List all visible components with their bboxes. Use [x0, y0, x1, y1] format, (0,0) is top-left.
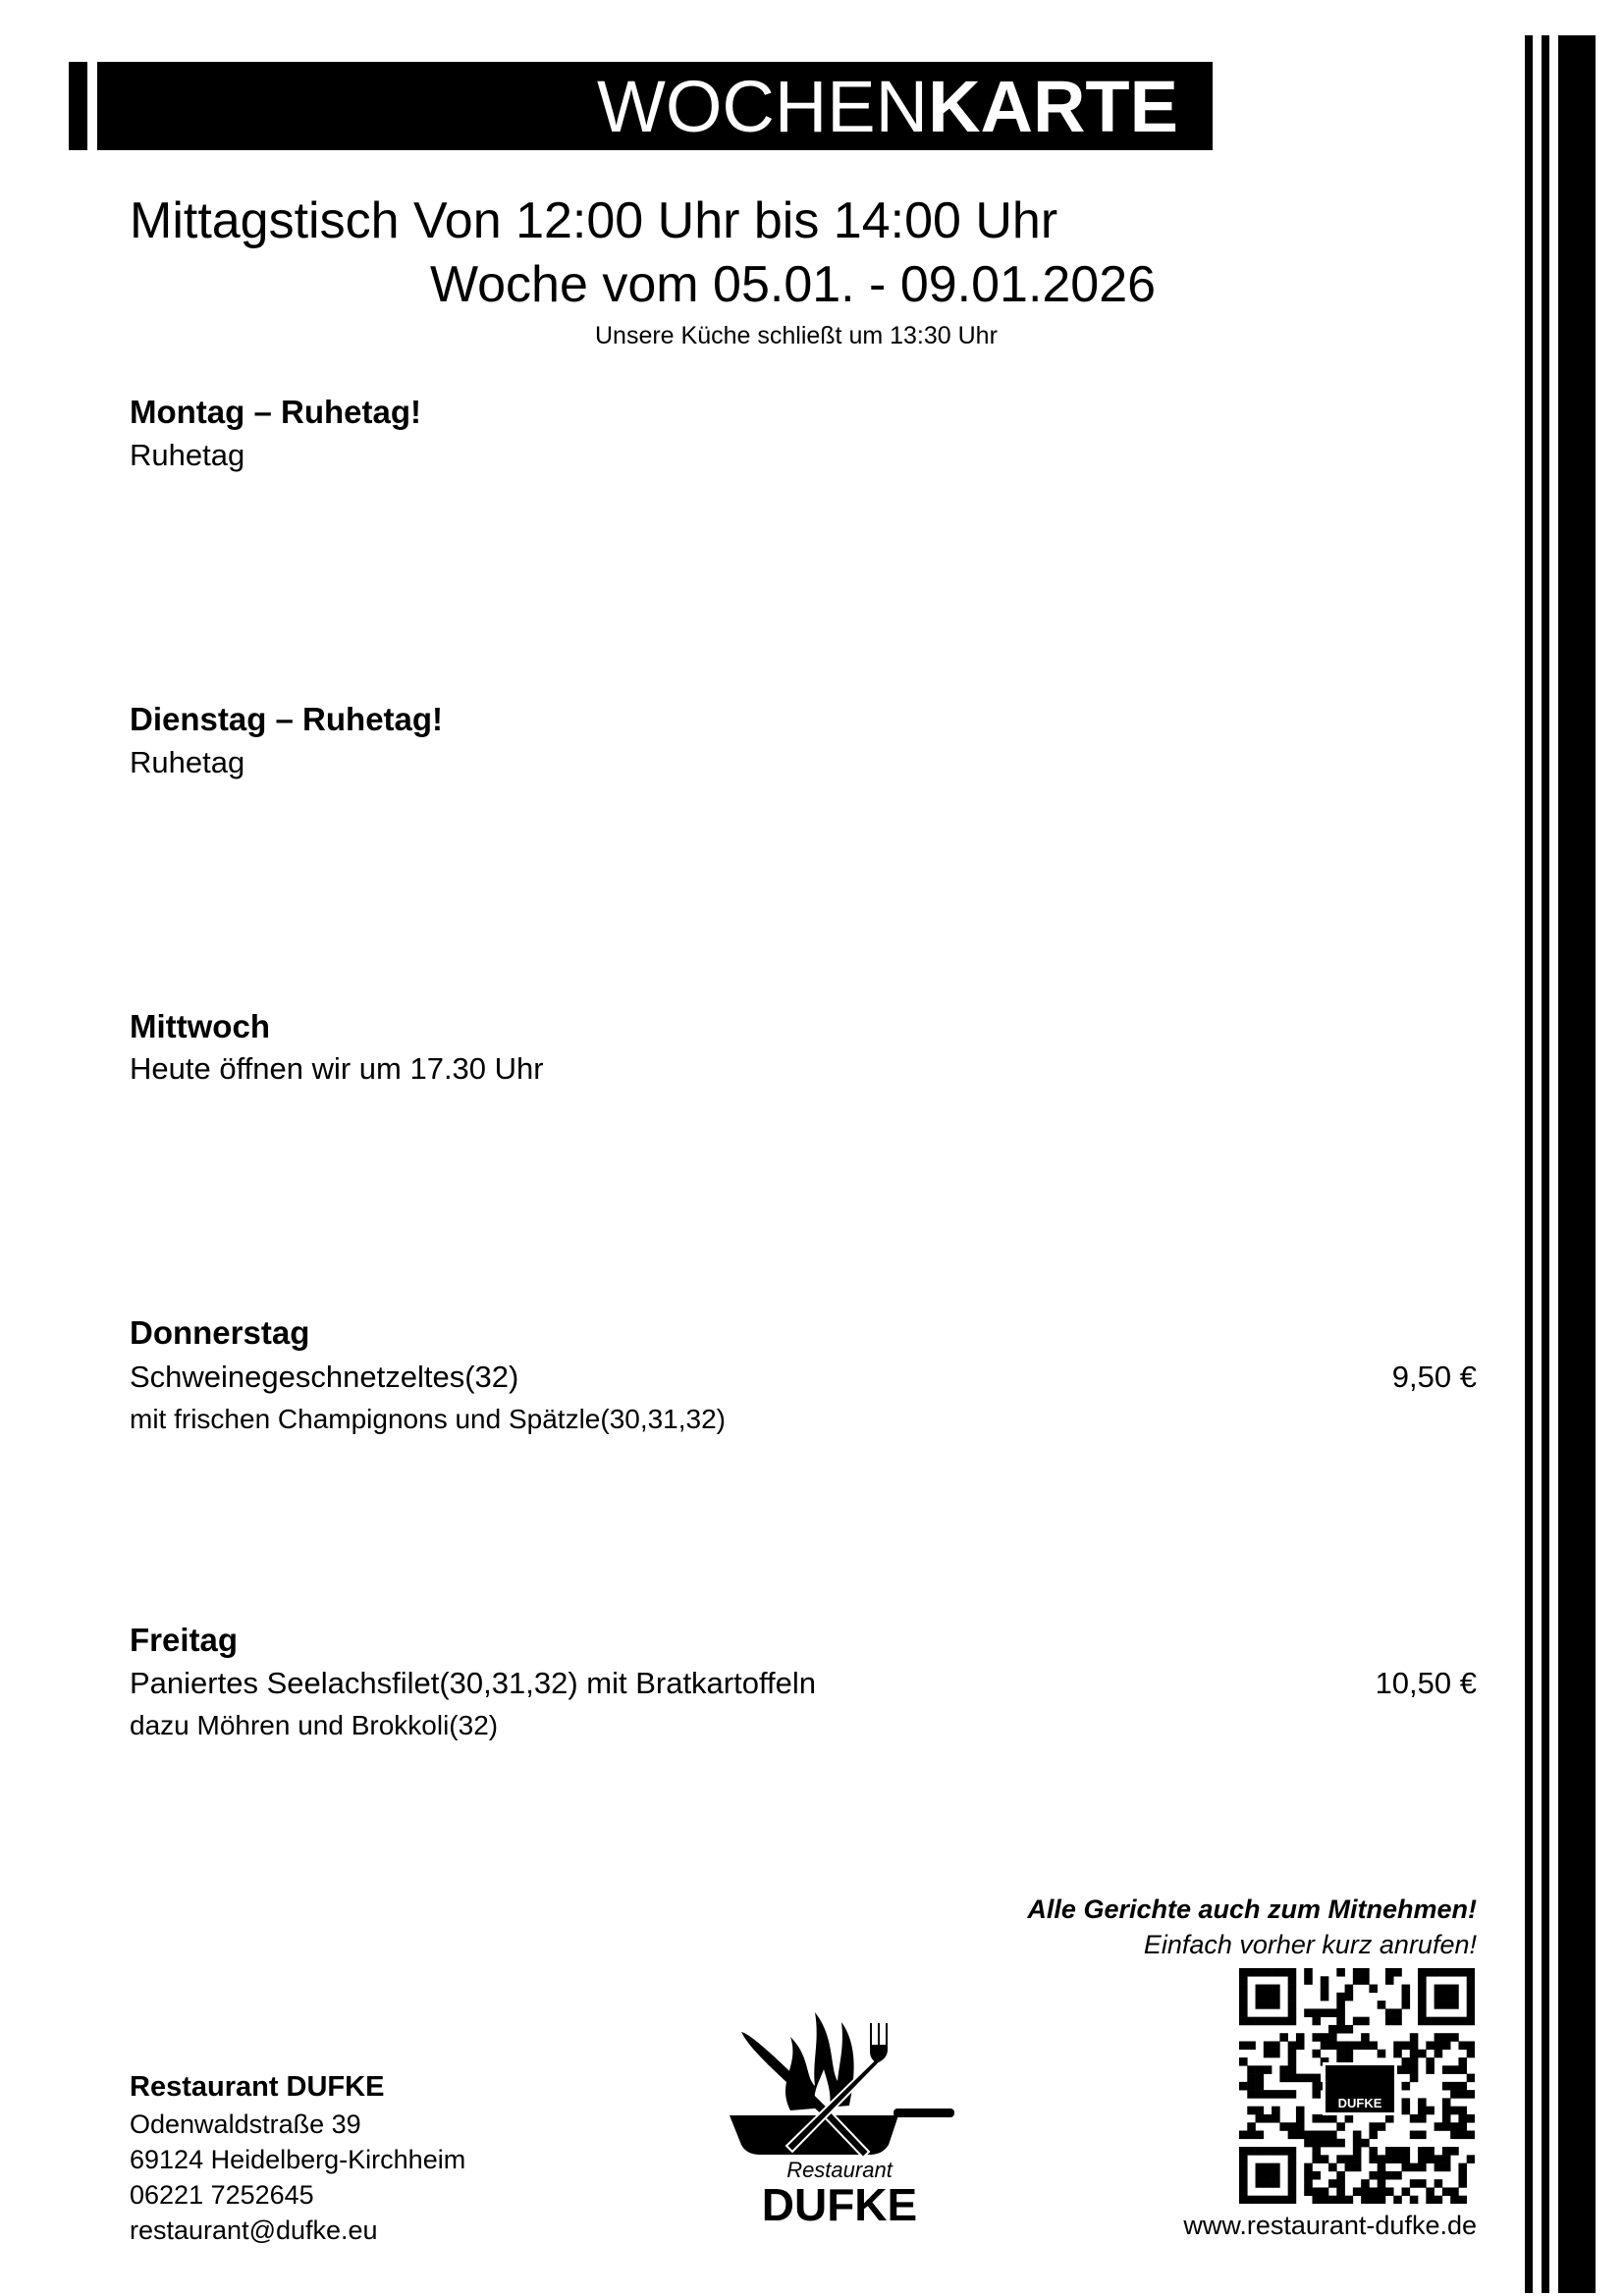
dish-monday: Ruhetag — [130, 438, 245, 472]
address-email: restaurant@dufke.eu — [130, 2216, 378, 2245]
logo-big-text: DUFKE — [761, 2179, 918, 2230]
price-friday: 10,50 € — [1375, 1666, 1477, 1700]
side-thursday: mit frischen Champignons und Spätzle(30,31,32) — [130, 1404, 727, 1434]
decor-stripe-1 — [1525, 35, 1533, 2293]
day-title-friday: Freitag — [130, 1622, 239, 1658]
decor-stripe-3 — [1558, 35, 1596, 2293]
dish-tuesday: Ruhetag — [130, 745, 245, 779]
takeaway-call-note: Einfach vorher kurz anrufen! — [1143, 1930, 1477, 1959]
address-phone: 06221 7252645 — [130, 2180, 314, 2210]
price-thursday: 9,50 € — [1391, 1360, 1477, 1394]
day-title-monday: Montag – Ruhetag! — [130, 394, 421, 430]
day-title-wednesday: Mittwoch — [130, 1008, 270, 1044]
kitchen-note: Unsere Küche schließt um 13:30 Uhr — [595, 322, 998, 349]
week-range: Woche vom 05.01. - 09.01.2026 — [430, 256, 1157, 313]
header-banner — [69, 62, 1213, 150]
lunch-hours: Mittagstisch Von 12:00 Uhr bis 14:00 Uhr — [130, 192, 1058, 249]
restaurant-logo — [722, 1983, 957, 2238]
logo-flame-icon — [722, 1983, 957, 2160]
qr-code[interactable] — [1239, 1968, 1475, 2204]
day-title-tuesday: Dienstag – Ruhetag! — [130, 701, 444, 737]
banner-divider — [87, 62, 97, 150]
page-title — [597, 66, 1178, 148]
title-bold: KARTE — [928, 66, 1178, 147]
address-city: 69124 Heidelberg-Kirchheim — [130, 2145, 466, 2174]
day-title-thursday: Donnerstag — [130, 1314, 310, 1351]
address-street: Odenwaldstraße 39 — [130, 2109, 361, 2139]
qr-center-label: DUFKE — [1337, 2096, 1382, 2110]
dish-thursday: Schweinegeschnetzeltes(32) — [130, 1360, 519, 1394]
dish-wednesday: Heute öffnen wir um 17.30 Uhr — [130, 1051, 544, 1086]
side-friday: dazu Möhren und Brokkoli(32) — [130, 1710, 499, 1740]
title-light: WOCHEN — [597, 66, 929, 147]
qr-center-logo — [1323, 2062, 1397, 2115]
address-name: Restaurant DUFKE — [130, 2071, 385, 2103]
dish-friday: Paniertes Seelachsfilet(30,31,32) mit Bratkartoffeln — [130, 1666, 817, 1700]
decor-stripe-2 — [1542, 35, 1549, 2293]
takeaway-note: Alle Gerichte auch zum Mitnehmen! — [1027, 1895, 1477, 1924]
logo-small-text: Restaurant — [786, 2158, 893, 2182]
website-link[interactable]: www.restaurant-dufke.de — [1183, 2211, 1477, 2240]
